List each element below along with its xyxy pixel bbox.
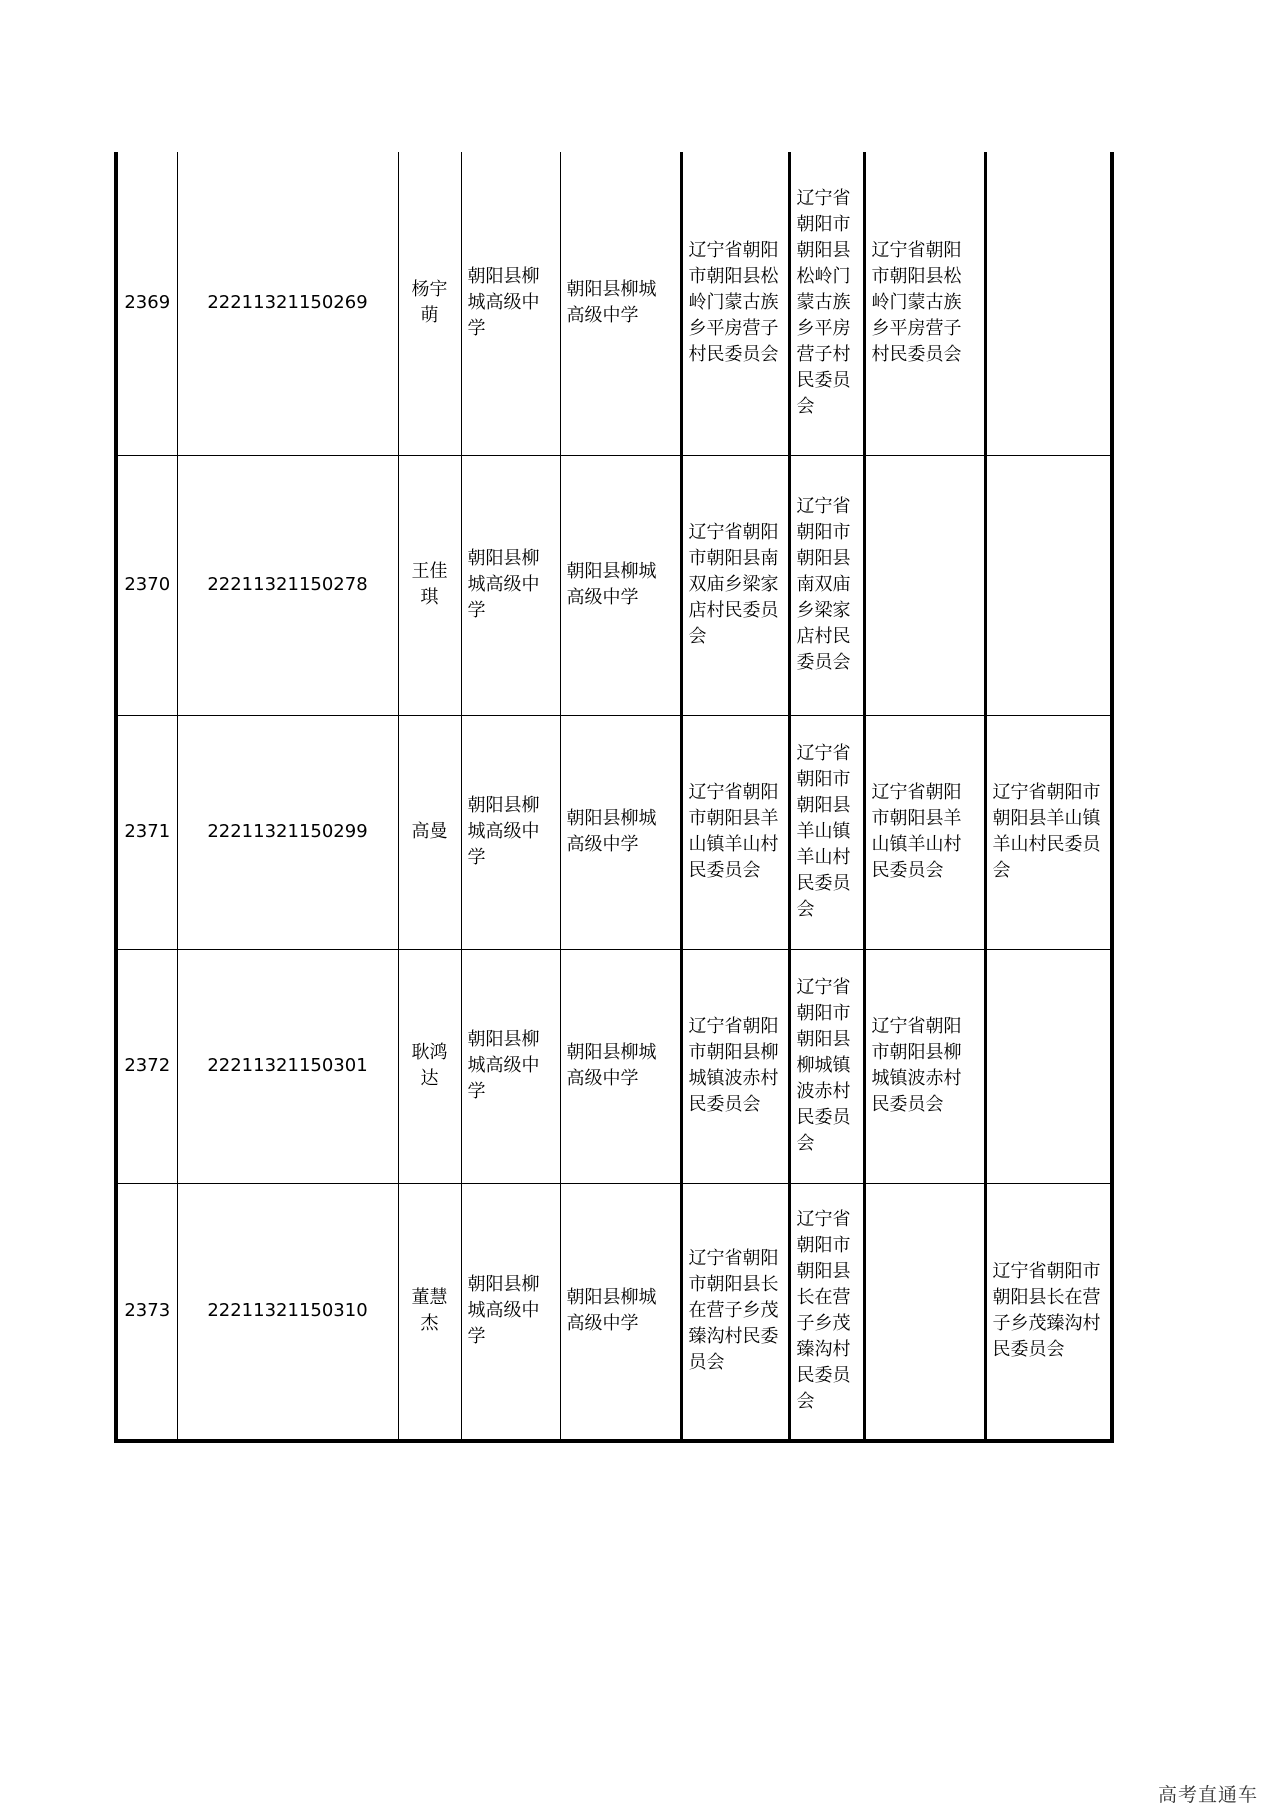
school-cell: 朝阳县柳城高级中学 bbox=[461, 715, 560, 949]
seq-cell: 2370 bbox=[116, 455, 177, 715]
exam-id-cell: 22211321150299 bbox=[177, 715, 398, 949]
address-cell-3: 辽宁省朝阳市朝阳县松岭门蒙古族乡平房营子村民委员会 bbox=[864, 152, 985, 455]
address-cell-1: 辽宁省朝阳市朝阳县南双庙乡梁家店村民委员会 bbox=[681, 455, 789, 715]
school-cell: 朝阳县柳城高级中学 bbox=[461, 949, 560, 1183]
seq-cell: 2371 bbox=[116, 715, 177, 949]
address-cell-1: 辽宁省朝阳市朝阳县柳城镇波赤村民委员会 bbox=[681, 949, 789, 1183]
school-cell-2: 朝阳县柳城高级中学 bbox=[560, 1183, 681, 1441]
address-cell-3: 辽宁省朝阳市朝阳县羊山镇羊山村民委员会 bbox=[864, 715, 985, 949]
table-row bbox=[116, 455, 1112, 715]
name-cell: 高曼 bbox=[398, 715, 461, 949]
roster-table bbox=[114, 152, 1114, 1443]
address-cell-1: 辽宁省朝阳市朝阳县长在营子乡茂臻沟村民委员会 bbox=[681, 1183, 789, 1441]
school-cell-2: 朝阳县柳城高级中学 bbox=[560, 715, 681, 949]
address-cell-1: 辽宁省朝阳市朝阳县松岭门蒙古族乡平房营子村民委员会 bbox=[681, 152, 789, 455]
address-cell-2: 辽宁省朝阳市朝阳县长在营子乡茂臻沟村民委员会 bbox=[789, 1183, 864, 1441]
exam-id-cell: 22211321150310 bbox=[177, 1183, 398, 1441]
address-cell-4 bbox=[985, 152, 1112, 455]
address-cell-4: 辽宁省朝阳市朝阳县长在营子乡茂臻沟村民委员会 bbox=[985, 1183, 1112, 1441]
school-cell-2: 朝阳县柳城高级中学 bbox=[560, 152, 681, 455]
address-cell-1: 辽宁省朝阳市朝阳县羊山镇羊山村民委员会 bbox=[681, 715, 789, 949]
exam-id-cell: 22211321150269 bbox=[177, 152, 398, 455]
watermark-text: 高考直通车 bbox=[1157, 1784, 1258, 1806]
school-cell-2: 朝阳县柳城高级中学 bbox=[560, 949, 681, 1183]
address-cell-4: 辽宁省朝阳市朝阳县羊山镇羊山村民委员会 bbox=[985, 715, 1112, 949]
table-row bbox=[116, 152, 1112, 455]
table-row bbox=[116, 1183, 1112, 1441]
address-cell-3: 辽宁省朝阳市朝阳县柳城镇波赤村民委员会 bbox=[864, 949, 985, 1183]
school-cell-2: 朝阳县柳城高级中学 bbox=[560, 455, 681, 715]
seq-cell: 2369 bbox=[116, 152, 177, 455]
address-cell-3 bbox=[864, 455, 985, 715]
address-cell-4 bbox=[985, 949, 1112, 1183]
exam-id-cell: 22211321150278 bbox=[177, 455, 398, 715]
address-cell-2: 辽宁省朝阳市朝阳县柳城镇波赤村民委员会 bbox=[789, 949, 864, 1183]
seq-cell: 2373 bbox=[116, 1183, 177, 1441]
address-cell-2: 辽宁省朝阳市朝阳县松岭门蒙古族乡平房营子村民委员会 bbox=[789, 152, 864, 455]
address-cell-2: 辽宁省朝阳市朝阳县南双庙乡梁家店村民委员会 bbox=[789, 455, 864, 715]
school-cell: 朝阳县柳城高级中学 bbox=[461, 152, 560, 455]
name-cell: 董慧杰 bbox=[398, 1183, 461, 1441]
exam-id-cell: 22211321150301 bbox=[177, 949, 398, 1183]
name-cell: 杨宇萌 bbox=[398, 152, 461, 455]
name-cell: 耿鸿达 bbox=[398, 949, 461, 1183]
address-cell-3 bbox=[864, 1183, 985, 1441]
name-cell: 王佳琪 bbox=[398, 455, 461, 715]
seq-cell: 2372 bbox=[116, 949, 177, 1183]
table-row bbox=[116, 715, 1112, 949]
address-cell-4 bbox=[985, 455, 1112, 715]
school-cell: 朝阳县柳城高级中学 bbox=[461, 1183, 560, 1441]
address-cell-2: 辽宁省朝阳市朝阳县羊山镇羊山村民委员会 bbox=[789, 715, 864, 949]
school-cell: 朝阳县柳城高级中学 bbox=[461, 455, 560, 715]
table-row bbox=[116, 949, 1112, 1183]
